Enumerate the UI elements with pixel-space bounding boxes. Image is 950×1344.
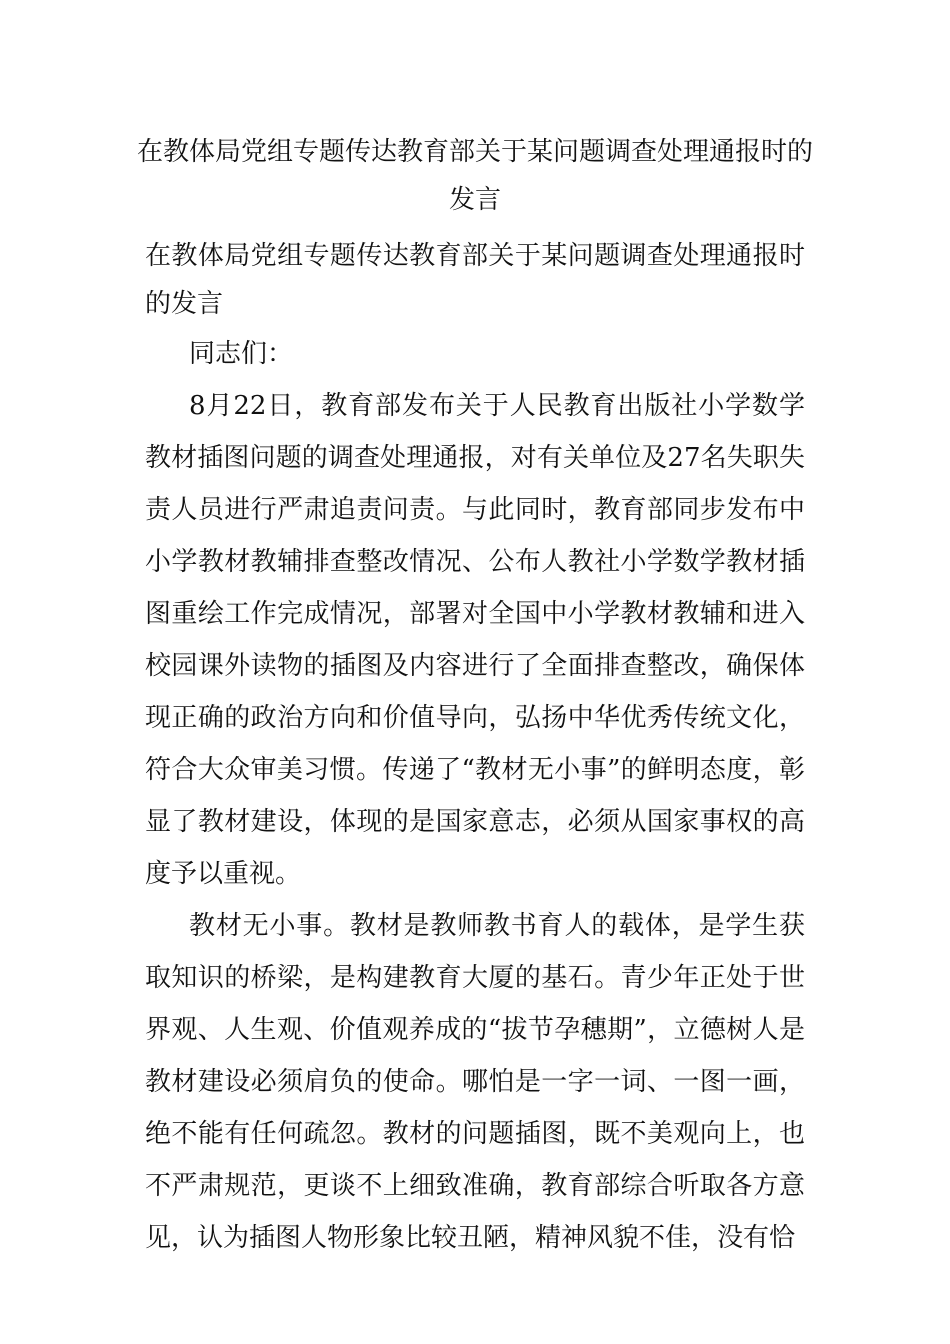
document-subtitle: 在教体局党组专题传达教育部关于某问题调查处理通报时的发言 [145, 241, 805, 319]
paragraph-1: 8月22日，教育部发布关于人民教育出版社小学数学教材插图问题的调查处理通报，对有关单位及27名失职失责人员进行严肃追责问责。与此同时，教育部同步发布中小学教材教辅排查整改情况、公布人教社小学数学教材插图重绘工作完成情况，部署对全国中小学教材教辅和进入校园课外读物的插图及内容进行了全面排查整改，确保体现正确的政治方向和价值导向，弘扬中华优秀传统文化，符合大众审美习惯。传递了“教材无小事”的鲜明态度，彰显了教材建设，体现的是国家意志，必须从国家事权的高度予以重视。 [145, 391, 805, 889]
paragraph-2: 教材无小事。教材是教师教书育人的载体，是学生获取知识的桥梁，是构建教育大厦的基石。青少年正处于世界观、人生观、价值观养成的“拔节孕穗期”，立德树人是教材建设必须肩负的使命。哪怕是一字一词、一图一画，绝不能有任何疏忽。教材的问题插图，既不美观向上，也不严肃规范，更谈不上细致准确，教育部综合听取各方意见，认为插图人物形象比较丑陋，精神风貌不佳，没有恰 [145, 911, 805, 1253]
salutation: 同志们： [189, 339, 294, 369]
document-title: 在教体局党组专题传达教育部关于某问题调查处理通报时的发言 [136, 137, 813, 215]
document-page [136, 128, 813, 1264]
